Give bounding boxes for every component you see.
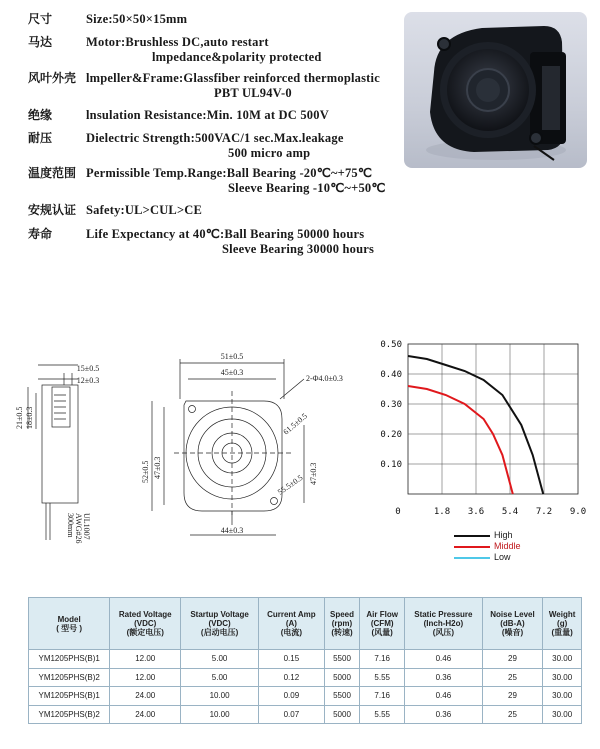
legend-swatch-low xyxy=(454,557,490,559)
table-cell: 24.00 xyxy=(110,687,181,706)
header-unit: (VDC) xyxy=(134,619,157,628)
table-cell: 5.55 xyxy=(360,668,405,687)
y-tick-label: 0.40 xyxy=(380,370,402,380)
spec-value: lnsulation Resistance:Min. 10M at DC 500V xyxy=(86,108,329,122)
column-header xyxy=(482,598,543,650)
table-row xyxy=(29,687,582,706)
legend-item-high xyxy=(452,530,521,541)
dim-52: 52±0.5 xyxy=(141,460,150,483)
header-unit: (Inch-H2o) xyxy=(423,619,464,628)
spec-label-cn: 尺寸 xyxy=(28,12,53,26)
table-cell: YM1205PHS(B)2 xyxy=(29,668,110,687)
header-cn: (额定电压) xyxy=(126,628,164,637)
dim-61-5: 61.5±0.5 xyxy=(281,411,310,437)
y-tick-label: 0.30 xyxy=(380,400,402,410)
dim-51: 51±0.5 xyxy=(220,352,244,361)
table-cell: 0.07 xyxy=(259,705,325,724)
spec-value-line2: Sleeve Bearing -10℃~+50℃ xyxy=(228,181,386,195)
x-tick-label: 5.4 xyxy=(501,507,519,517)
table-cell: 5000 xyxy=(324,668,360,687)
column-header xyxy=(405,598,483,650)
table-row xyxy=(29,705,582,724)
table-cell: YM1205PHS(B)2 xyxy=(29,705,110,724)
spec-label-cn: 安规认证 xyxy=(28,203,77,217)
spec-value: Life Expectancy at 40℃:Ball Bearing 50000 hours xyxy=(86,227,365,241)
spec-label-cn: 耐压 xyxy=(28,131,53,145)
table-header-row xyxy=(29,598,582,650)
spec-value: Motor:Brushless DC,auto restart xyxy=(86,35,269,49)
table-body xyxy=(29,650,582,724)
spec-label-cn: 马达 xyxy=(28,35,53,49)
dim-47-left: 47±0.3 xyxy=(153,456,162,479)
y-tick-label: 0.10 xyxy=(380,460,402,470)
y-tick-label: 0.50 xyxy=(380,340,402,350)
table-cell: 0.46 xyxy=(405,650,483,669)
column-header xyxy=(360,598,405,650)
spec-label-cn: 风叶外壳 xyxy=(28,71,77,85)
column-header xyxy=(324,598,360,650)
x-tick-label: 1.8 xyxy=(433,507,451,517)
header-en: Startup Voltage xyxy=(190,610,249,619)
spec-value-line2: 500 micro amp xyxy=(228,146,311,160)
header-en: Air Flow xyxy=(366,610,398,619)
table-cell: 0.46 xyxy=(405,687,483,706)
table-cell: 12.00 xyxy=(110,650,181,669)
header-cn: ( 型号 ) xyxy=(56,623,83,633)
table-cell: 5500 xyxy=(324,650,360,669)
column-header xyxy=(29,598,110,650)
column-header xyxy=(543,598,582,650)
header-cn: (启动电压) xyxy=(200,628,239,637)
table-cell: 0.36 xyxy=(405,668,483,687)
header-en: Model xyxy=(57,614,81,624)
table-cell: 5.55 xyxy=(360,705,405,724)
spec-value-line2: PBT UL94V-0 xyxy=(214,86,292,100)
header-cn: (重量) xyxy=(551,628,573,637)
spec-label-cn: 绝缘 xyxy=(28,108,53,122)
table-row xyxy=(29,650,582,669)
chart-grid xyxy=(408,344,578,494)
dimension-drawing xyxy=(14,335,364,550)
model-spec-table xyxy=(28,597,582,724)
spec-value: Permissible Temp.Range:Ball Bearing -20℃~+75℃ xyxy=(86,166,373,180)
cable-label-2: AWG#26 xyxy=(74,513,83,544)
table-cell: 0.12 xyxy=(259,668,325,687)
spec-label-cn: 温度范围 xyxy=(28,166,77,180)
x-tick-label: 9.0 xyxy=(569,507,587,517)
dim-55-5: 55.5±0.5 xyxy=(275,472,305,497)
pq-curve-chart xyxy=(372,328,590,524)
table-cell: 29 xyxy=(482,687,543,706)
chart-series xyxy=(408,356,543,494)
header-en: Rated Voltage xyxy=(118,610,172,619)
table-cell: 5.00 xyxy=(181,650,259,669)
header-unit: (CFM) xyxy=(370,619,394,628)
table-cell: 30.00 xyxy=(543,650,582,669)
legend-label-low: Low xyxy=(494,552,511,562)
header-unit: (g) xyxy=(557,619,568,628)
dim-12: 12±0.3 xyxy=(76,376,100,385)
header-unit: (rpm) xyxy=(331,619,353,628)
header-cn: (风压) xyxy=(432,628,455,637)
table-cell: 30.00 xyxy=(543,705,582,724)
table-cell: 0.15 xyxy=(259,650,325,669)
table-cell: 7.16 xyxy=(360,650,405,669)
legend-label-high: High xyxy=(494,530,513,540)
fan-product-photo xyxy=(404,12,587,168)
spec-value: Dielectric Strength:500VAC/1 sec.Max.leakage xyxy=(86,131,344,145)
x-tick-label: 0 xyxy=(395,507,401,517)
x-tick-label: 3.6 xyxy=(467,507,485,517)
table-cell: 5500 xyxy=(324,687,360,706)
table-cell: 7.16 xyxy=(360,687,405,706)
blower-fan-image xyxy=(404,12,587,168)
table-cell: 5.00 xyxy=(181,668,259,687)
table-cell: 24.00 xyxy=(110,705,181,724)
header-unit: (VDC) xyxy=(208,619,231,628)
front-view xyxy=(152,359,304,535)
dim-45: 45±0.3 xyxy=(220,368,244,377)
header-en: Weight xyxy=(548,610,576,619)
table-cell: 0.09 xyxy=(259,687,325,706)
spec-value: Safety:UL>CUL>CE xyxy=(86,203,203,217)
table-cell: YM1205PHS(B)1 xyxy=(29,650,110,669)
plot-frame xyxy=(408,344,578,494)
table-cell: YM1205PHS(B)1 xyxy=(29,687,110,706)
dim-21: 21±0.5 xyxy=(15,406,24,429)
legend-item-middle xyxy=(452,541,521,552)
y-tick-label: 0.20 xyxy=(380,430,402,440)
header-cn: (转速) xyxy=(331,628,353,637)
cable-label-1: UL1007 xyxy=(82,513,91,540)
column-header xyxy=(259,598,325,650)
table-cell: 29 xyxy=(482,650,543,669)
header-cn: (噪音) xyxy=(501,628,524,637)
table-cell: 0.36 xyxy=(405,705,483,724)
spec-value-line2: lmpedance&polarity protected xyxy=(152,50,322,64)
column-header xyxy=(110,598,181,650)
spec-label-cn: 寿命 xyxy=(28,227,53,241)
header-cn: (风量) xyxy=(371,628,393,637)
header-en: Current Amp xyxy=(267,610,316,619)
legend-swatch-middle xyxy=(454,546,490,548)
legend-label-middle: Middle xyxy=(494,541,521,551)
series-line-high xyxy=(408,356,543,494)
dim-18: 18±0.3 xyxy=(25,406,34,429)
table-cell: 12.00 xyxy=(110,668,181,687)
y-tick-labels xyxy=(380,340,402,470)
dim-44: 44±0.3 xyxy=(220,526,244,535)
cable-label-3: 300mm xyxy=(66,513,75,538)
table-cell: 30.00 xyxy=(543,668,582,687)
legend-item-low xyxy=(452,552,521,563)
header-cn: (电流) xyxy=(280,628,303,637)
column-header xyxy=(181,598,259,650)
chart-legend xyxy=(452,530,521,563)
dim-15: 15±0.5 xyxy=(76,364,100,373)
dim-47-right: 47±0.3 xyxy=(309,462,318,485)
table-cell: 5000 xyxy=(324,705,360,724)
header-en: Static Pressure xyxy=(414,610,473,619)
table-cell: 10.00 xyxy=(181,687,259,706)
spec-value: Size:50×50×15mm xyxy=(86,12,188,26)
spec-value-line2: Sleeve Bearing 30000 hours xyxy=(222,242,375,256)
table-cell: 25 xyxy=(482,668,543,687)
table-cell: 10.00 xyxy=(181,705,259,724)
series-line-middle xyxy=(408,386,513,494)
spec-value: lmpeller&Frame:Glassfiber reinforced thermoplastic xyxy=(86,71,380,85)
header-unit: (A) xyxy=(285,619,297,628)
legend-swatch-high xyxy=(454,535,490,537)
header-en: Speed xyxy=(329,610,354,619)
dim-hole: 2-Φ4.0±0.3 xyxy=(306,374,343,383)
table-cell: 25 xyxy=(482,705,543,724)
x-tick-label: 7.2 xyxy=(535,507,553,517)
x-tick-labels xyxy=(395,507,586,517)
header-en: Noise Level xyxy=(490,610,535,619)
header-unit: (dB-A) xyxy=(500,619,525,628)
table-cell: 30.00 xyxy=(543,687,582,706)
table-row xyxy=(29,668,582,687)
